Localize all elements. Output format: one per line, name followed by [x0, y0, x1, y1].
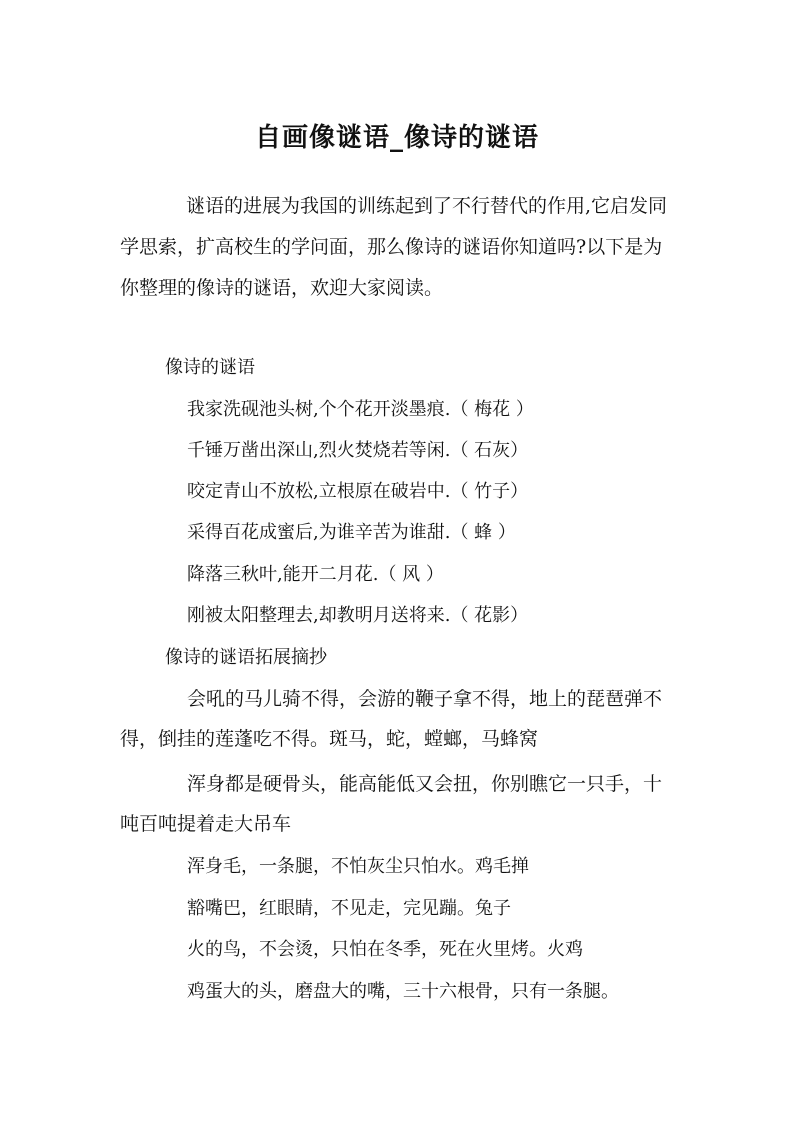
riddle-line: 咬定青山不放松,立根原在破岩中.（ 竹子） — [187, 481, 529, 502]
riddle-line: 鸡蛋大的头，磨盘大的嘴，三十六根骨，只有一条腿。 — [187, 981, 619, 1002]
riddle-paragraph: 浑身都是硬骨头，能高能低又会扭，你别瞧它一只手，十吨百吨提着走大吊车 — [120, 773, 663, 835]
riddle-line: 采得百花成蜜后,为谁辛苦为谁甜.（ 蜂 ） — [187, 522, 516, 543]
riddle-line: 火的鸟，不会烫，只怕在冬季，死在火里烤。火鸡 — [187, 939, 583, 960]
riddle-line: 降落三秋叶,能开二月花.（ 风 ） — [187, 564, 444, 585]
riddle-line: 刚被太阳整理去,却教明月送将来.（ 花影） — [187, 605, 529, 626]
riddle-line: 我家洗砚池头树,个个花开淡墨痕.（ 梅花 ） — [187, 399, 534, 420]
section-heading-extension: 像诗的谜语拓展摘抄 — [165, 647, 327, 668]
intro-paragraph: 谜语的进展为我国的训练起到了不行替代的作用,它启发同学思索，扩高校生的学问面，那么像诗的谜语你知道吗?以下是为你整理的像诗的谜语，欢迎大家阅读。 — [120, 195, 668, 299]
document-title: 自画像谜语_像诗的谜语 — [254, 123, 539, 154]
section-heading-riddles: 像诗的谜语 — [165, 357, 255, 378]
riddle-line: 浑身毛，一条腿，不怕灰尘只怕水。鸡毛掸 — [187, 856, 529, 877]
riddle-line: 豁嘴巴，红眼睛，不见走，完见蹦。兔子 — [187, 898, 511, 919]
riddle-paragraph: 会吼的马儿骑不得，会游的鞭子拿不得，地上的琵琶弹不得，倒挂的莲蓬吃不得。斑马，蛇，螳螂，马蜂窝 — [120, 688, 663, 750]
riddle-line: 千锤万凿出深山,烈火焚烧若等闲.（ 石灰） — [187, 440, 529, 461]
